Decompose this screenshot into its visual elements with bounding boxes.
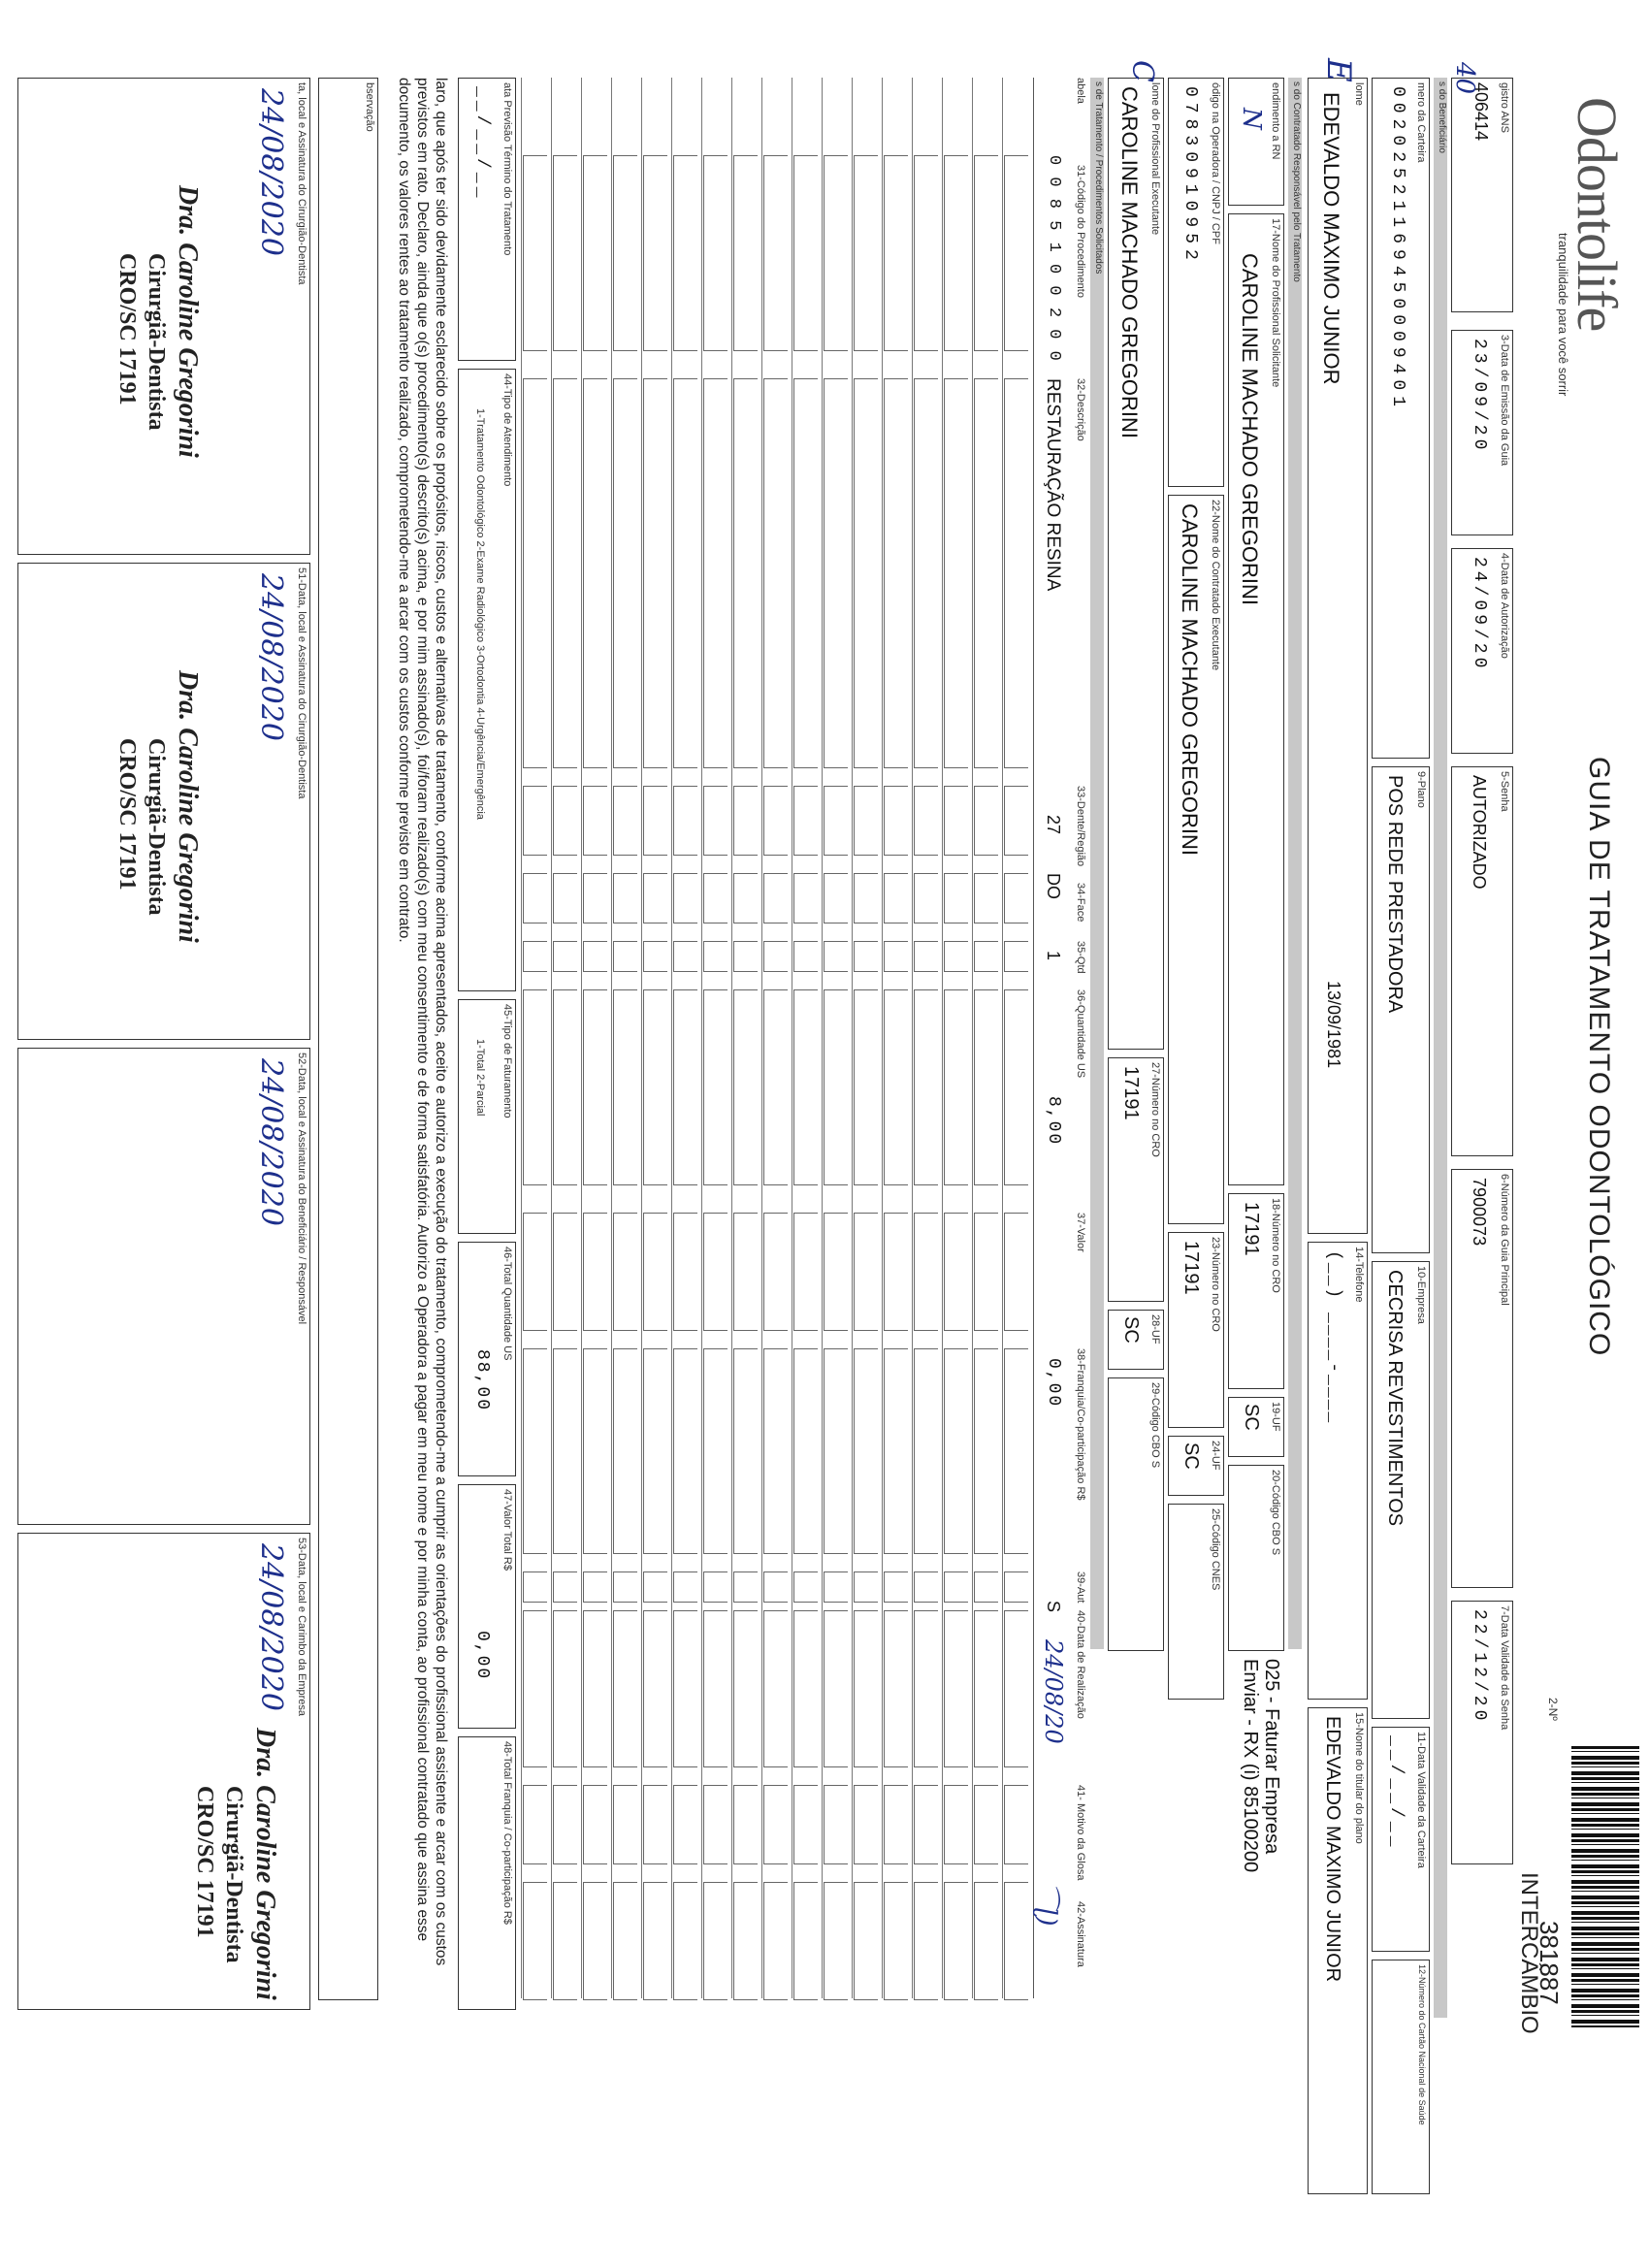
signature-box-3[interactable]: 52-Data, local e Assinatura do Beneficiário / Responsável 24/08/2020 [17,1048,310,1525]
total-franchise-field[interactable]: 48-Total Franquia / Co-participação R$ [458,1736,516,2010]
empty-cell [763,786,788,856]
empty-cell [673,873,697,923]
procedure-value: 0,00 [1044,1358,1063,1409]
empty-cell [733,1610,758,1767]
empty-cell [763,873,788,923]
empty-cell [944,1610,968,1767]
empty-cell [884,941,908,972]
empty-procedure-row[interactable] [611,78,641,1998]
empty-cell [673,1571,697,1603]
empty-cell [974,1785,998,1864]
total-value-field[interactable]: 47-Valor Total R$ 0,00 [458,1484,516,1729]
empty-cell [824,989,848,1185]
empty-procedure-row[interactable] [701,78,731,1998]
procedure-row-1[interactable] [1033,78,1067,1998]
empty-cell [944,786,968,856]
empty-cell [914,786,938,856]
empty-cell [824,1610,848,1767]
empty-cell [884,873,908,923]
empty-cell [1004,873,1028,923]
empty-cell [914,873,938,923]
empty-cell [1004,1610,1028,1767]
empty-procedure-row[interactable] [792,78,822,1998]
empty-cell [703,1571,728,1603]
empty-cell [673,1610,697,1767]
empty-cell [733,989,758,1185]
empty-cell [733,1571,758,1603]
empty-cell [1004,1882,1028,2000]
empty-cell [854,1785,878,1864]
procedure-qty: 1 [1044,951,1063,961]
empty-cell [854,1348,878,1554]
empty-cell [523,989,547,1185]
empty-procedure-row[interactable] [1002,78,1032,1998]
empty-cell [1004,1785,1028,1864]
name-field[interactable]: lome EDEVALDO MAXIMO JUNIOR 13/09/1981 [1308,78,1368,1234]
empty-cell [523,1348,547,1554]
empty-procedure-row[interactable] [822,78,852,1998]
empty-cell [673,1213,697,1331]
guide-number-label: 2-Nº [1546,1698,1560,1721]
empty-cell [824,941,848,972]
empty-cell [703,1213,728,1331]
empty-cell [793,989,818,1185]
empty-cell [613,786,637,856]
empty-cell [944,1882,968,2000]
empty-cell [583,155,607,351]
empty-cell [613,378,637,768]
empty-cell [884,1213,908,1331]
empty-cell [854,1882,878,2000]
empty-cell [583,1610,607,1767]
empty-cell [523,378,547,768]
company-field[interactable]: 10-Empresa CECRISA REVESTIMENTOS [1372,1261,1430,1719]
empty-cell [793,1571,818,1603]
empty-cell [673,1882,697,2000]
empty-cell [733,1882,758,2000]
empty-cell [733,155,758,351]
empty-cell [824,1882,848,2000]
requester-section-bar: s do Contratado Responsável pelo Tratamento [1288,78,1302,1649]
empty-cell [763,1785,788,1864]
empty-cell [583,1213,607,1331]
empty-cell [793,941,818,972]
empty-cell [944,873,968,923]
empty-cell [793,1785,818,1864]
empty-cell [884,1348,908,1554]
empty-cell [613,1213,637,1331]
requester-cbo-field[interactable]: 20-Código CBO S [1228,1465,1284,1651]
empty-cell [643,941,667,972]
empty-cell [643,1213,667,1331]
empty-cell [1004,941,1028,972]
empty-cell [884,1785,908,1864]
empty-cell [854,155,878,351]
signature-box-4[interactable]: 53-Data, local e Carimbo da Empresa 24/08/2020 Dra. Caroline Gregorini Cirurgiã-Dentista CRO/SC 17191 [17,1533,310,2010]
empty-cell [553,873,577,923]
empty-cell [613,941,637,972]
empty-cell [613,873,637,923]
empty-cell [793,1213,818,1331]
empty-cell [523,786,547,856]
empty-cell [703,941,728,972]
empty-cell [914,989,938,1185]
empty-cell [914,1882,938,2000]
empty-cell [613,155,637,351]
empty-cell [1004,378,1028,768]
empty-cell [824,1348,848,1554]
empty-procedure-row[interactable] [551,78,581,1998]
empty-cell [703,155,728,351]
empty-cell [703,1785,728,1864]
empty-cell [673,1785,697,1864]
empty-cell [793,873,818,923]
cns-field[interactable]: 12-Número do Cartão Nacional de Saúde [1372,1960,1430,2194]
empty-procedure-row[interactable] [761,78,792,1998]
empty-cell [854,1610,878,1767]
empty-cell [974,1348,998,1554]
beneficiary-name: EDEVALDO MAXIMO JUNIOR [1319,92,1343,385]
logo [1550,97,1630,397]
professional-name-field[interactable]: lome do Profissional Executante CAROLINE MACHADO GREGORINI [1108,78,1164,1050]
empty-cell [854,873,878,923]
empty-cell [884,1882,908,2000]
empty-cell [763,378,788,768]
empty-cell [884,786,908,856]
empty-cell [523,1571,547,1603]
guide-number: 381887 [1535,1921,1564,2005]
empty-cell [553,1785,577,1864]
empty-cell [523,1882,547,2000]
empty-cell [763,1610,788,1767]
empty-cell [944,155,968,351]
empty-procedure-row[interactable] [852,78,882,1998]
empty-cell [793,1610,818,1767]
empty-cell [673,989,697,1185]
empty-cell [824,1785,848,1864]
handwritten-ans-mark: 40 [1450,62,1479,95]
executor-name-field[interactable]: 22-Nome do Contratado Executante CAROLINE MACHADO GREGORINI [1168,495,1224,1224]
empty-cell [763,1571,788,1603]
empty-cell [914,1348,938,1554]
empty-cell [974,155,998,351]
empty-cell [824,786,848,856]
empty-cell [914,1571,938,1603]
empty-cell [553,989,577,1185]
card-validity-field[interactable]: 11-Data Validade da Carteira __/__/__ [1372,1727,1430,1952]
empty-cell [643,989,667,1185]
empty-procedure-row[interactable] [882,78,912,1998]
empty-cell [944,378,968,768]
empty-cell [643,1571,667,1603]
empty-cell [613,1571,637,1603]
empty-cell [553,378,577,768]
phone-field[interactable]: 14-Telefone (__) ____-____ [1308,1242,1368,1700]
empty-cell [583,989,607,1185]
empty-cell [643,378,667,768]
empty-cell [703,1610,728,1767]
empty-cell [974,989,998,1185]
empty-cell [703,989,728,1185]
empty-cell [763,989,788,1185]
empty-cell [884,989,908,1185]
professional-cro-field[interactable]: 27-Número no CRO 17191 [1108,1057,1164,1302]
empty-cell [914,1213,938,1331]
professional-uf-field[interactable]: 28-UF SC [1108,1310,1164,1370]
empty-procedure-row[interactable] [641,78,671,1998]
empty-cell [703,1348,728,1554]
executor-code-field[interactable]: ódigo na Operadora / CNPJ / CPF 07830910952 [1168,78,1224,487]
empty-cell [824,155,848,351]
empty-cell [793,155,818,351]
procedure-aut: S [1044,1601,1063,1613]
executor-cro-field[interactable]: 23-Número no CRO 17191 [1168,1232,1224,1428]
executor-uf-field[interactable]: 24-UF SC [1168,1436,1224,1496]
empty-cell [583,873,607,923]
empty-cell [673,1348,697,1554]
empty-procedure-row[interactable] [912,78,942,1998]
empty-cell [974,1610,998,1767]
empty-cell [974,1213,998,1331]
empty-cell [1004,989,1028,1185]
empty-procedure-row[interactable] [581,78,611,1998]
empty-cell [733,1348,758,1554]
signature-box-1[interactable]: ta, local e Assinatura do Cirurgião-Dentista 24/08/2020 Dra. Caroline Gregorini Cirurgiã-Dentista CRO/SC 17191 [17,78,310,555]
empty-procedure-row[interactable] [521,78,551,1998]
empty-cell [673,378,697,768]
empty-cell [643,1882,667,2000]
empty-cell [733,786,758,856]
logo-tagline: tranquilidade para você sorrir [1556,233,1570,397]
empty-cell [583,1882,607,2000]
empty-cell [643,155,667,351]
empty-cell [733,941,758,972]
empty-cell [974,378,998,768]
empty-cell [703,378,728,768]
empty-cell [643,1610,667,1767]
form-title: GUIA DE TRATAMENTO ODONTOLÓGICO [1583,757,1615,1357]
empty-cell [854,941,878,972]
empty-cell [673,155,697,351]
empty-cell [793,1348,818,1554]
empty-cell [733,1785,758,1864]
empty-cell [1004,155,1028,351]
empty-cell [914,1610,938,1767]
empty-cell [583,941,607,972]
empty-cell [613,989,637,1185]
empty-cell [703,786,728,856]
rn-field[interactable]: endimento a RN N [1228,78,1284,206]
empty-cell [914,155,938,351]
empty-cell [854,989,878,1185]
empty-cell [523,1610,547,1767]
empty-cell [643,786,667,856]
empty-cell [523,155,547,351]
empty-cell [643,1348,667,1554]
requester-name-field[interactable]: 17-Nome do Profissional Solicitante CAROLINE MACHADO GREGORINI [1228,213,1284,1185]
empty-cell [553,1571,577,1603]
signature-box-2[interactable]: 51-Data, local e Assinatura do Cirurgião-Dentista 24/08/2020 Dra. Caroline Gregorini Cirurgiã-Dentista CRO/SC 17191 [17,563,310,1040]
empty-cell [944,1348,968,1554]
empty-cell [884,155,908,351]
password-field[interactable]: 5-Senha AUTORIZADO [1451,766,1513,1156]
forecast-date-field[interactable]: ata Previsão Término do Tratamento __/__/__ [458,78,516,361]
empty-cell [523,941,547,972]
billing-note: 025 - Faturar Empresa Enviar - RX (i) 85100200 [1240,1659,1282,1873]
executor-cnes-field[interactable]: 25-Código CNES [1168,1504,1224,1700]
empty-procedure-row[interactable] [671,78,701,1998]
empty-cell [733,1213,758,1331]
procedure-tooth: 27 [1044,815,1063,835]
empty-cell [854,1213,878,1331]
validity-field[interactable]: 7-Data Validade da Senha 22/12/20 [1451,1601,1513,1864]
empty-cell [643,1785,667,1864]
beneficiary-section-bar: s do Beneficiário [1434,78,1447,2018]
holder-field[interactable]: 15-Nome do titular do plano EDEVALDO MAXIMO JUNIOR [1308,1707,1368,2194]
empty-cell [613,1882,637,2000]
empty-cell [793,1882,818,2000]
procedure-us: 8,00 [1044,1096,1063,1147]
empty-cell [553,1882,577,2000]
empty-cell [824,873,848,923]
empty-cell [553,941,577,972]
procedure-date: 24/08/20 [1040,1639,1067,1744]
empty-cell [673,786,697,856]
guide-type: INTERCÂMBIO [1516,1872,1542,2034]
procedure-signature-icon: ⌒ɭ) [1032,1882,1061,1927]
empty-cell [914,378,938,768]
handwritten-name-mark: E [1319,58,1358,82]
total-us-field[interactable]: 46-Total Quantidade US 88,00 [458,1242,516,1476]
empty-cell [703,1882,728,2000]
empty-cell [553,1213,577,1331]
empty-cell [884,1610,908,1767]
attendance-type-field[interactable]: 44-Tipo de Atendimento 1-Tratamento Odontológico 2-Exame Radiológico 3-Ortodontia 4-Urgência/Emergência [458,369,516,991]
card-number-field[interactable]: mero da Carteira 00202521169450009401 [1372,78,1430,759]
main-guide-field[interactable]: 6-Número da Guia Principal 7900073 [1451,1169,1513,1588]
empty-cell [583,786,607,856]
empty-cell [974,941,998,972]
ans-field[interactable]: gistro ANS 406414 [1451,78,1513,312]
professional-cbo-field[interactable]: 29-Código CBO S [1108,1377,1164,1651]
emission-date-field[interactable]: 3-Data de Emissão da Guia 23/09/20 [1451,330,1513,535]
empty-cell [583,1571,607,1603]
empty-cell [974,786,998,856]
empty-cell [733,378,758,768]
empty-cell [763,941,788,972]
requester-cro-field[interactable]: 18-Número no CRO 17191 [1228,1193,1284,1389]
empty-cell [583,378,607,768]
empty-procedure-row[interactable] [972,78,1002,1998]
empty-cell [944,989,968,1185]
empty-cell [974,873,998,923]
logo-text: Odontolife [1566,97,1629,332]
plan-field[interactable]: 9-Plano POS REDE PRESTADORA [1372,766,1430,1253]
empty-cell [824,1571,848,1603]
empty-cell [553,786,577,856]
empty-cell [553,1610,577,1767]
declaration-text: laro, que após ter sido devidamente esclarecido sobre os propósitos, riscos, custos e alternativas de tratamento, conforme acima apresentados, aceito e autorizo a execução do tratamento, comprometendo-me a cumprir as orientações do profissional assistente e arcar com os custos previstos em rato. Declaro, ainda que o(s) procedimento(s) descrito(s) acima, e por mim assinado(s), foi/foram realizado(s) com meu consentimento e de forma satisfatória. Autorizo a Operadora a pagar em meu nome e por minha conta, ao profissional contratado que assina esse documento, os valores rentes ao tratamento realizado, comprometendo-me a arcar com os custos conforme previsto em contrato. [396,78,449,1966]
empty-cell [643,873,667,923]
procedure-description: RESTAURAÇÃO RESINA [1043,378,1063,592]
empty-cell [824,378,848,768]
procedures-header: abela 31-Código do Procedimento 32-Descrição 33-Dente/Região 34-Face 35-Qtd 36-Quantidade US 37-Valor 38-Franquia/Co-participação R$ 39-Aut 40-Data de Realização 41- Motivo da Glosa 42-Assinatura [1075,78,1086,1967]
empty-cell [1004,786,1028,856]
empty-cell [914,941,938,972]
empty-cell [583,1785,607,1864]
empty-cell [854,786,878,856]
handwritten-c-mark: C [1125,60,1159,82]
empty-cell [944,1213,968,1331]
empty-cell [1004,1213,1028,1331]
empty-cell [523,1213,547,1331]
empty-cell [914,1785,938,1864]
empty-cell [523,1785,547,1864]
empty-cell [553,155,577,351]
observation-field[interactable]: bservação [318,78,378,2000]
procedures-section-bar: s de Tratamento / Procedimentos Solicitados [1090,78,1104,1649]
empty-cell [523,873,547,923]
empty-cell [974,1571,998,1603]
empty-cell [763,1882,788,2000]
empty-cell [1004,1571,1028,1603]
empty-cell [703,873,728,923]
empty-cell [944,1785,968,1864]
billing-type-field[interactable]: 45-Tipo de Faturamento 1-Total 2-Parcial [458,999,516,1234]
empty-procedure-row[interactable] [942,78,972,1998]
empty-cell [763,155,788,351]
empty-cell [884,378,908,768]
requester-uf-field[interactable]: 19-UF SC [1228,1397,1284,1457]
empty-cell [553,1348,577,1554]
empty-cell [793,786,818,856]
empty-cell [884,1571,908,1603]
empty-procedure-row[interactable] [731,78,761,1998]
empty-cell [854,1571,878,1603]
empty-cell [613,1348,637,1554]
empty-cell [1004,1348,1028,1554]
procedure-face: DO [1044,873,1063,899]
empty-cell [854,378,878,768]
empty-cell [944,941,968,972]
empty-cell [824,1213,848,1331]
empty-cell [974,1882,998,2000]
card-number: 00202521169450009401 [1388,86,1407,413]
empty-cell [733,873,758,923]
empty-cell [763,1348,788,1554]
barcode [1571,1746,1639,2027]
empty-cell [763,1213,788,1331]
ans-value: 406414 [1471,82,1491,142]
empty-cell [613,1610,637,1767]
empty-cell [673,941,697,972]
empty-cell [944,1571,968,1603]
procedure-code: 0 0 8 5 1 0 0 2 0 0 [1045,155,1063,362]
birth-date: 13/09/1981 [1324,981,1343,1069]
empty-cell [583,1348,607,1554]
empty-cell [613,1785,637,1864]
authorization-date-field[interactable]: 4-Data de Autorização 24/09/20 [1451,548,1513,754]
empty-cell [793,378,818,768]
